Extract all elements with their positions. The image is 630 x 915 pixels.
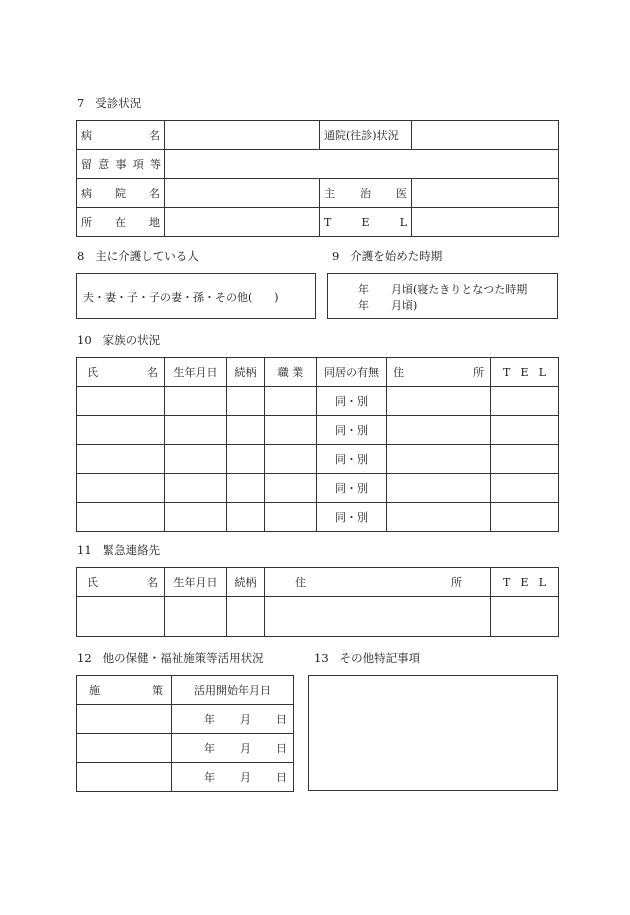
disease-name-field[interactable]	[165, 121, 320, 150]
section-number: 7	[77, 96, 85, 110]
emergency-contact-table	[76, 567, 559, 637]
header-tel: T E L	[491, 568, 559, 597]
notes-field[interactable]	[165, 150, 559, 179]
birthdate-cell[interactable]	[165, 387, 227, 416]
label-doctor: 主 治 医	[320, 179, 412, 208]
birthdate-cell[interactable]	[165, 445, 227, 474]
hospital-name-field[interactable]	[165, 179, 320, 208]
cohabitation-cell[interactable]: 同・別	[317, 416, 387, 445]
family-table	[76, 357, 559, 532]
birthdate-cell[interactable]	[165, 503, 227, 532]
header-address: 住 所	[265, 568, 491, 597]
care-start-line-2: 年 月頃)	[358, 299, 418, 312]
section-number: 10	[77, 333, 92, 347]
section-number: 12	[77, 651, 92, 665]
measure-cell[interactable]	[77, 734, 172, 763]
occupation-cell[interactable]	[265, 474, 317, 503]
header-cohabitation: 同居の有無	[317, 358, 387, 387]
header-birthdate: 生年月日	[165, 358, 227, 387]
address-cell[interactable]	[387, 416, 491, 445]
relation-cell[interactable]	[227, 387, 265, 416]
section-number: 11	[77, 543, 92, 557]
section-13-title	[314, 650, 420, 666]
header-occupation: 職 業	[265, 358, 317, 387]
section-heading: 主に介護している人	[95, 249, 199, 263]
table-row	[77, 387, 559, 416]
section-7-title	[77, 95, 141, 111]
name-cell[interactable]	[77, 597, 165, 637]
header-measure: 施 策	[77, 676, 172, 705]
name-cell[interactable]	[77, 387, 165, 416]
table-row	[77, 597, 559, 637]
table-row	[77, 445, 559, 474]
label-hospital-name: 病 院 名	[77, 179, 165, 208]
tel-cell[interactable]	[491, 474, 559, 503]
label-address: 所 在 地	[77, 208, 165, 237]
label-tel: T E L	[320, 208, 412, 237]
relation-cell[interactable]	[227, 474, 265, 503]
relation-cell[interactable]	[227, 445, 265, 474]
measure-cell[interactable]	[77, 705, 172, 734]
tel-cell[interactable]	[491, 445, 559, 474]
measure-cell[interactable]	[77, 763, 172, 792]
occupation-cell[interactable]	[265, 445, 317, 474]
table-row	[77, 416, 559, 445]
birthdate-cell[interactable]	[165, 474, 227, 503]
section-heading: 受診状況	[95, 96, 142, 110]
section-number: 9	[332, 249, 340, 263]
occupation-cell[interactable]	[265, 387, 317, 416]
section-heading: 緊急連絡先	[102, 543, 161, 557]
section-number: 13	[314, 651, 329, 665]
cohabitation-cell[interactable]: 同・別	[317, 503, 387, 532]
table-row	[77, 763, 294, 792]
header-birthdate: 生年月日	[165, 568, 227, 597]
occupation-cell[interactable]	[265, 503, 317, 532]
header-name: 氏 名	[77, 358, 165, 387]
header-relation: 続柄	[227, 568, 265, 597]
table-row	[77, 705, 294, 734]
cohabitation-cell[interactable]: 同・別	[317, 387, 387, 416]
tel-field[interactable]	[412, 208, 559, 237]
caregiver-options: 夫・妻・子・子の妻・孫・その他( )	[83, 291, 279, 304]
section-8-title	[77, 248, 199, 264]
header-tel: T E L	[491, 358, 559, 387]
section-heading: 他の保健・福祉施策等活用状況	[102, 651, 264, 665]
name-cell[interactable]	[77, 474, 165, 503]
birthdate-cell[interactable]	[165, 597, 227, 637]
start-date-cell[interactable]: 年 月 日	[172, 705, 294, 734]
header-name: 氏 名	[77, 568, 165, 597]
section-11-title	[77, 542, 160, 558]
birthdate-cell[interactable]	[165, 416, 227, 445]
section-heading: 介護を始めた時期	[350, 249, 443, 263]
name-cell[interactable]	[77, 416, 165, 445]
care-start-line-1: 年 月頃(寝たきりとなつた時期	[358, 283, 528, 296]
relation-cell[interactable]	[227, 503, 265, 532]
section-heading: その他特記事項	[339, 651, 421, 665]
tel-cell[interactable]	[491, 503, 559, 532]
header-address: 住 所	[387, 358, 491, 387]
label-disease-name: 病 名	[77, 121, 165, 150]
tel-cell[interactable]	[491, 387, 559, 416]
address-cell[interactable]	[265, 597, 491, 637]
relation-cell[interactable]	[227, 597, 265, 637]
address-cell[interactable]	[387, 387, 491, 416]
table-row	[77, 734, 294, 763]
table-row	[77, 503, 559, 532]
caregiver-box[interactable]	[76, 273, 316, 319]
relation-cell[interactable]	[227, 416, 265, 445]
start-date-cell[interactable]: 年 月 日	[172, 734, 294, 763]
doctor-field[interactable]	[412, 179, 559, 208]
cohabitation-cell[interactable]: 同・別	[317, 445, 387, 474]
address-cell[interactable]	[387, 445, 491, 474]
address-cell[interactable]	[387, 474, 491, 503]
label-notes: 留 意 事 項 等	[77, 150, 165, 179]
care-start-box[interactable]	[327, 273, 558, 319]
table-row	[77, 474, 559, 503]
name-cell[interactable]	[77, 503, 165, 532]
consultation-table	[76, 120, 559, 237]
tel-cell[interactable]	[491, 597, 559, 637]
name-cell[interactable]	[77, 445, 165, 474]
section-heading: 家族の状況	[102, 333, 161, 347]
special-notes-box[interactable]	[308, 675, 558, 791]
cohabitation-cell[interactable]: 同・別	[317, 474, 387, 503]
occupation-cell[interactable]	[265, 416, 317, 445]
start-date-cell[interactable]: 年 月 日	[172, 763, 294, 792]
visit-status-field[interactable]	[412, 121, 559, 150]
tel-cell[interactable]	[491, 416, 559, 445]
section-12-title	[77, 650, 264, 666]
address-cell[interactable]	[387, 503, 491, 532]
section-10-title	[77, 332, 160, 348]
services-table	[76, 675, 294, 792]
header-start-date: 活用開始年月日	[172, 676, 294, 705]
section-number: 8	[77, 249, 85, 263]
label-visit-status: 通院(往診)状況	[320, 121, 412, 150]
address-field[interactable]	[165, 208, 320, 237]
section-9-title	[332, 248, 442, 264]
header-relation: 続柄	[227, 358, 265, 387]
